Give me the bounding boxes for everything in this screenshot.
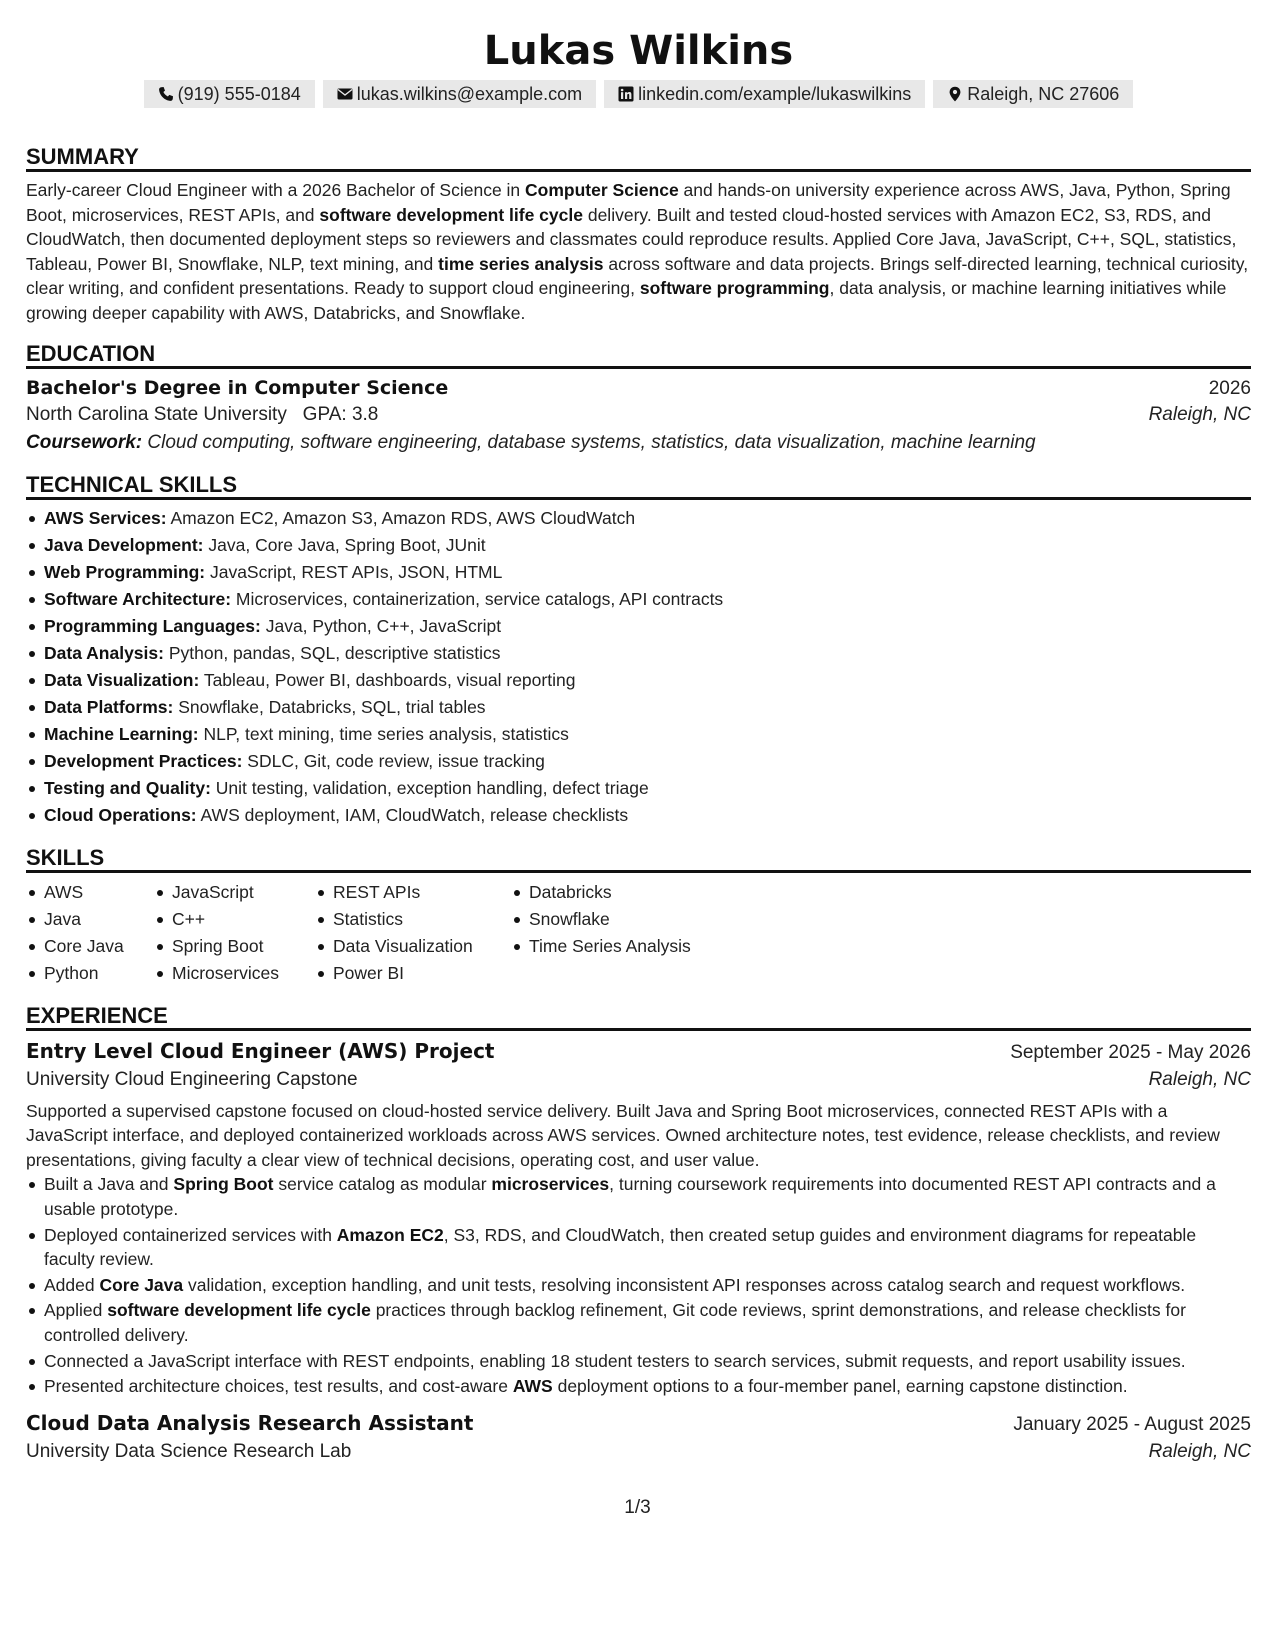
gpa: GPA: 3.8 [302,403,379,425]
skills-heading: SKILLS [26,843,1251,873]
school-location: Raleigh, NC [1148,403,1251,425]
skills-section [26,843,1251,987]
skill-item: Java [26,906,154,933]
summary-section [26,142,1251,326]
school-name: North Carolina State University [26,403,287,425]
map-pin-icon [947,86,963,102]
linkedin-icon [618,86,634,102]
phone-icon [158,86,174,102]
job-location: Raleigh, NC [1148,1440,1251,1462]
candidate-name: Lukas Wilkins [483,28,794,74]
skill-item: JavaScript [154,879,315,906]
skills-column-3 [315,879,511,987]
education-heading: EDUCATION [26,339,1251,369]
linkedin-text: linkedin.com/example/lukaswilkins [638,84,912,104]
job-organization: University Data Science Research Lab [26,1440,352,1462]
contact-linkedin[interactable] [604,80,925,108]
job-organization: University Cloud Engineering Capstone [26,1068,358,1090]
job-location: Raleigh, NC [1148,1068,1251,1090]
job-bullet: Added Core Java validation, exception handling, and unit tests, resolving inconsistent API responses across catalog search and request workflows. [26,1273,1251,1298]
phone-text: (919) 555-0184 [177,84,301,104]
skill-item: Snowflake [511,906,731,933]
job-title: Cloud Data Analysis Research Assistant [26,1410,474,1435]
tech-skill-item: Software Architecture: Microservices, containerization, service catalogs, API contracts [26,586,1251,613]
job-description: Supported a supervised capstone focused on cloud-hosted service delivery. Built Java and Spring Boot microservices, connected REST APIs with a JavaScript interface, and deployed containerized workloads across AWS services. Owned architecture notes, test evidence, release checklists, and review presentations, giving faculty a clear view of technical decisions, operating cost, and user value. [26,1100,1220,1170]
tech-skill-item: Data Analysis: Python, pandas, SQL, descriptive statistics [26,640,1251,667]
skill-item: Spring Boot [154,933,315,960]
technical-skills-list [26,505,1251,829]
education-row-2 [26,404,1251,426]
coursework-label: Coursework: [26,431,143,453]
job-bullets [26,1172,1251,1398]
tech-skill-item: Java Development: Java, Core Java, Spring Boot, JUnit [26,532,1251,559]
skill-item: Data Visualization [315,933,511,960]
job-bullet: Connected a JavaScript interface with REST endpoints, enabling 18 student testers to search services, submit requests, and report usability issues. [26,1349,1251,1374]
job-org-row-2 [26,1441,1251,1463]
tech-skill-item: Development Practices: SDLC, Git, code review, issue tracking [26,748,1251,775]
education-row-1 [26,377,1251,400]
summary-heading: SUMMARY [26,142,1251,172]
contact-email[interactable] [323,80,596,108]
page-number: 1/3 [624,1497,651,1518]
skills-column-1 [26,879,154,987]
job-bullet: Deployed containerized services with Amazon EC2, S3, RDS, and CloudWatch, then created setup guides and environment diagrams for repeatable faculty review. [26,1223,1251,1272]
coursework-list: Cloud computing, software engineering, database systems, statistics, data visualization, machine learning [142,431,1036,453]
tech-skill-item: Cloud Operations: AWS deployment, IAM, CloudWatch, release checklists [26,802,1251,829]
graduation-year: 2026 [1208,377,1251,399]
job-org-row-1 [26,1069,1251,1091]
job-dates: September 2025 - May 2026 [1010,1041,1251,1063]
skills-column-4 [511,879,731,987]
job-bullet: Presented architecture choices, test results, and cost-aware AWS deployment options to a four-member panel, earning capstone distinction. [26,1374,1251,1399]
technical-skills-heading: TECHNICAL SKILLS [26,470,1251,500]
job-bullet: Built a Java and Spring Boot service catalog as modular microservices, turning coursework requirements into documented REST API contracts and a usable prototype. [26,1172,1251,1221]
skill-item: AWS [26,879,154,906]
tech-skill-item: Web Programming: JavaScript, REST APIs, JSON, HTML [26,559,1251,586]
summary-paragraph: Early-career Cloud Engineer with a 2026 Bachelor of Science in Computer Science and hands-on university experience across AWS, Java, Python, Spring Boot, microservices, REST APIs, and software development life cycle delivery. Built and tested cloud-hosted services with Amazon EC2, S3, RDS, and CloudWatch, then documented deployment steps so reviewers and classmates could reproduce results. Applied Core Java, JavaScript, C++, SQL, statistics, Tableau, Power BI, Snowflake, NLP, text mining, and time series analysis across software and data projects. Brings self-directed learning, technical curiosity, clear writing, and confident presentations. Ready to support cloud engineering, software programming, data analysis, or machine learning initiatives while growing deeper capability with AWS, Databricks, and Snowflake. [26,180,1249,323]
tech-skill-item: Programming Languages: Java, Python, C++, JavaScript [26,613,1251,640]
tech-skill-item: Data Platforms: Snowflake, Databricks, SQL, trial tables [26,694,1251,721]
skill-item: C++ [154,906,315,933]
education-section [26,339,1251,454]
skill-item: REST APIs [315,879,511,906]
skills-column-2 [154,879,315,987]
location-text: Raleigh, NC 27606 [967,84,1120,104]
job-header-1 [26,1039,1251,1064]
email-text: lukas.wilkins@example.com [356,84,583,104]
skill-item: Python [26,960,154,987]
job-header-2 [26,1411,1251,1436]
job-dates: January 2025 - August 2025 [1013,1413,1251,1435]
job-bullet: Applied software development life cycle practices through backlog refinement, Git code reviews, sprint demonstrations, and release checklists for controlled delivery. [26,1298,1251,1347]
contact-location[interactable] [933,80,1133,108]
tech-skill-item: Data Visualization: Tableau, Power BI, dashboards, visual reporting [26,667,1251,694]
contact-bar [26,80,1251,108]
envelope-icon [337,86,353,102]
skills-columns [26,879,1251,987]
experience-entry-2 [26,1411,1251,1463]
skill-item: Core Java [26,933,154,960]
skill-item: Databricks [511,879,731,906]
skill-item: Time Series Analysis [511,933,731,960]
school-line [26,404,378,426]
experience-section [26,1001,1251,1463]
degree-title: Bachelor's Degree in Computer Science [26,376,449,399]
coursework-line [26,432,1251,454]
tech-skill-item: AWS Services: Amazon EC2, Amazon S3, Amazon RDS, AWS CloudWatch [26,505,1251,532]
job-title: Entry Level Cloud Engineer (AWS) Project [26,1038,495,1063]
skill-item: Microservices [154,960,315,987]
contact-phone[interactable] [144,80,315,108]
tech-skill-item: Testing and Quality: Unit testing, validation, exception handling, defect triage [26,775,1251,802]
skill-item: Power BI [315,960,511,987]
technical-skills-section [26,470,1251,829]
experience-entry-1 [26,1039,1251,1399]
resume-page [26,0,1251,1650]
experience-heading: EXPERIENCE [26,1001,1251,1031]
tech-skill-item: Machine Learning: NLP, text mining, time series analysis, statistics [26,721,1251,748]
skill-item: Statistics [315,906,511,933]
